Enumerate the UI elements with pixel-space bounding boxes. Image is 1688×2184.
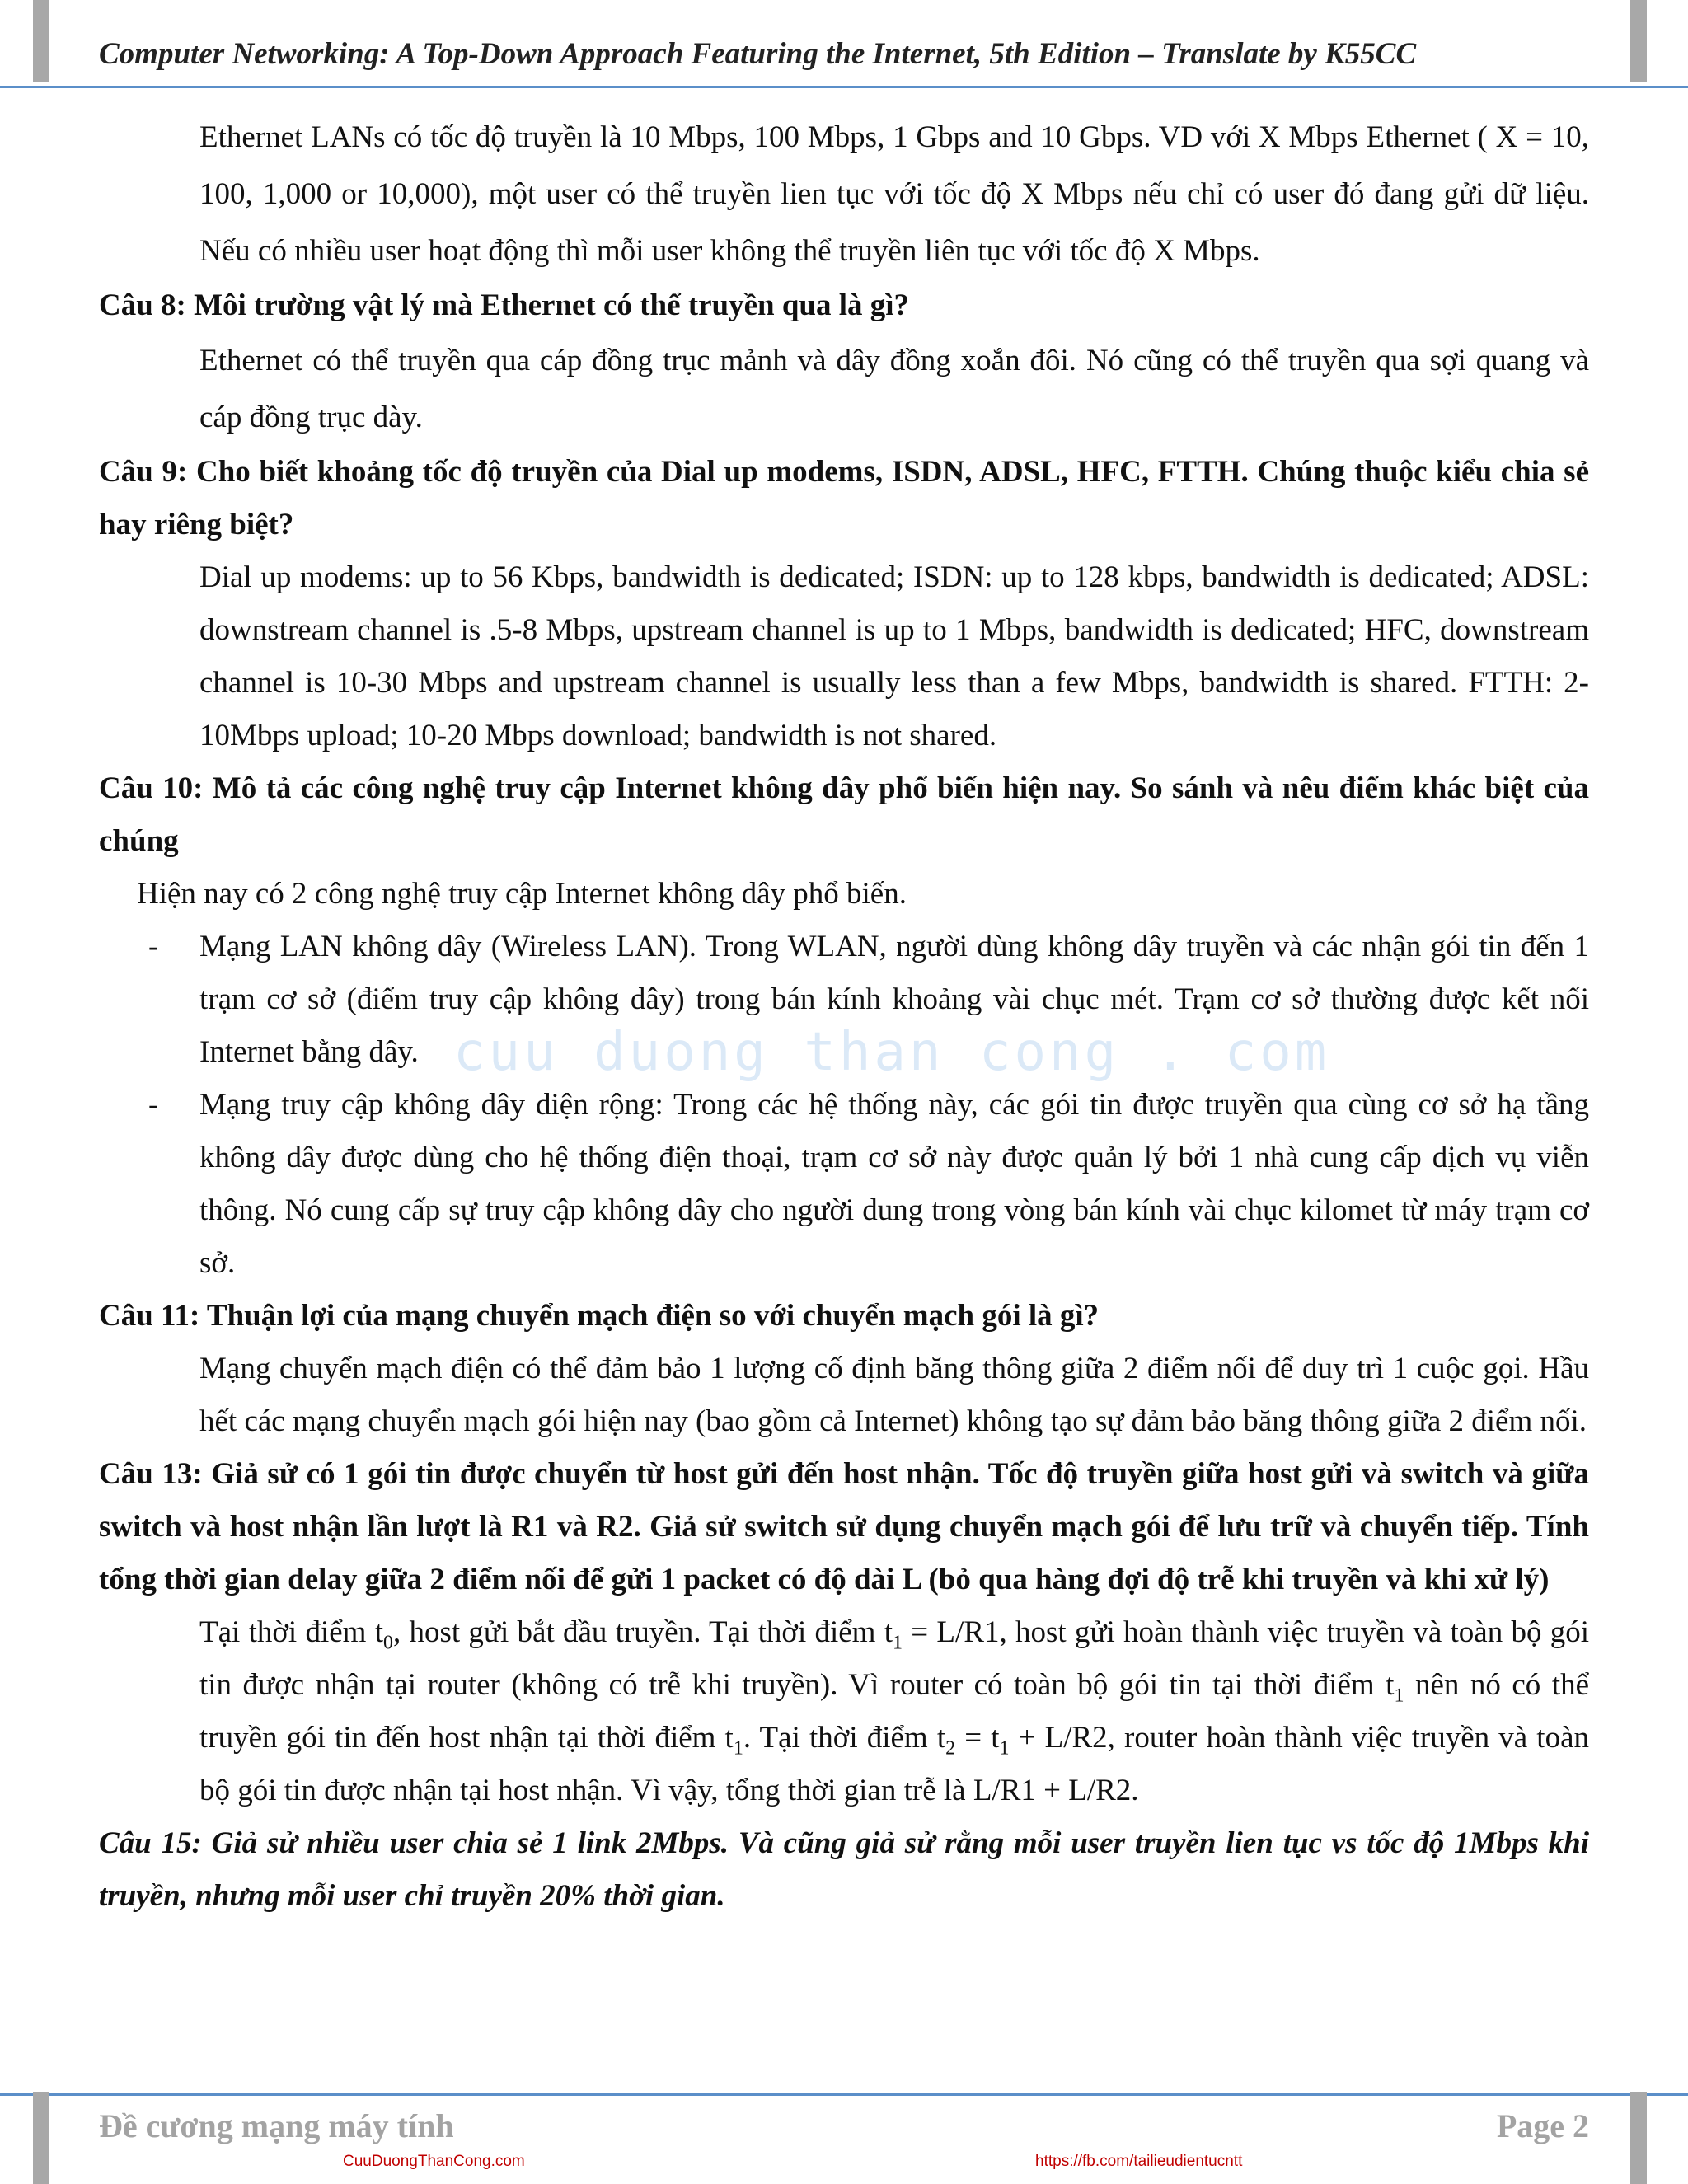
footer-title: Đề cương mạng máy tính (99, 2107, 454, 2144)
footer-left-bar (33, 2092, 49, 2184)
footer-rule (0, 2093, 1688, 2096)
subscript: 1 (893, 1632, 903, 1654)
subscript: 1 (733, 1737, 743, 1760)
header-left-bar (33, 0, 49, 82)
question-9: Câu 9: Cho biết khoảng tốc độ truyền của Dial up modems, ISDN, ADSL, HFC, FTTH. Chúng thuộc kiểu chia sẻ hay riêng biệt? (99, 455, 1589, 541)
answer-13-text: = L/R1, host gửi hoàn thành việc truyền và toàn bộ gói tin được nhận tại router (không có trễ khi truyền). Vì router có toàn bộ gói tin tại thời điểm t (199, 1615, 1589, 1702)
question-10: Câu 10: Mô tả các công nghệ truy cập Internet không dây phổ biến hiện nay. So sánh và nêu điểm khác biệt của chúng (99, 771, 1589, 858)
list-item (99, 921, 1589, 1079)
footer-right-bar (1630, 2092, 1647, 2184)
header-rule (0, 86, 1688, 88)
answer-11: Mạng chuyển mạch điện có thể đảm bảo 1 lượng cố định băng thông giữa 2 điểm nối để duy trì 1 cuộc gọi. Hầu hết các mạng chuyển mạch gói hiện nay (bao gồm cả Internet) không tạo sự đảm bảo băng thông giữa 2 điểm nối. (199, 1352, 1589, 1438)
continued-paragraph: Ethernet LANs có tốc độ truyền là 10 Mbps, 100 Mbps, 1 Gbps and 10 Gbps. VD với X Mbps Ethernet ( X = 10, 100, 1,000 or 10,000), một user có thể truyền lien tục với tốc độ X Mbps nếu chỉ có user đó đang gửi dữ liệu. Nếu có nhiều user hoạt động thì mỗi user không thể truyền liên tục với tốc độ X Mbps. (199, 120, 1589, 268)
header-right-bar (1630, 0, 1647, 82)
answer-10-intro: Hiện nay có 2 công nghệ truy cập Internet không dây phổ biến. (137, 877, 907, 911)
answer-13 (99, 1606, 1589, 1817)
answer-13-text: + L/R2, router hoàn thành việc truyền và toàn bộ gói tin được nhận tại host nhận. Vì vậy, tổng thời gian trễ là L/R1 + L/R2. (199, 1721, 1589, 1807)
question-11: Câu 11: Thuận lợi của mạng chuyển mạch điện so với chuyển mạch gói là gì? (99, 1299, 1100, 1333)
page-header: Computer Networking: A Top-Down Approach Featuring the Internet, 5th Edition – Translate by K55CC (99, 37, 1417, 71)
bullet-dash: - (148, 1088, 159, 1122)
footer-link-facebook[interactable]: https://fb.com/tailieudientucntt (1035, 2153, 1243, 2170)
footer-link-site[interactable]: CuuDuongThanCong.com (343, 2153, 525, 2170)
answer-10-bullet-2: Mạng truy cập không dây diện rộng: Trong các hệ thống này, các gói tin được truyền qua cùng cơ sở hạ tầng không dây được dùng cho hệ thống điện thoại, trạm cơ sở này được quản lý bởi 1 nhà cung cấp dịch vụ viễn thông. Nó cung cấp sự truy cập không dây cho người dung trong vòng bán kính vài chục kilomet từ máy trạm cơ sở. (199, 1088, 1589, 1280)
answer-13-text: , host gửi bắt đầu truyền. Tại thời điểm t (392, 1615, 893, 1649)
subscript: 1 (999, 1737, 1010, 1760)
question-15: Câu 15: Giả sử nhiều user chia sẻ 1 link 2Mbps. Và cũng giả sử rằng mỗi user truyền lien tục vs tốc độ 1Mbps khi truyền, nhưng mỗi user chỉ truyền 20% thời gian. (99, 1826, 1589, 1913)
answer-13-text: = t (955, 1721, 1000, 1755)
answer-9: Dial up modems: up to 56 Kbps, bandwidth is dedicated; ISDN: up to 128 kbps, bandwidth is dedicated; ADSL: downstream channel is .5-8 Mbps, upstream channel is up to 1 Mbps, bandwidth is dedicated; HFC, downstream channel is 10-30 Mbps and upstream channel is usually less than a few Mbps, bandwidth is shared. FTTH: 2-10Mbps upload; 10-20 Mbps download; bandwidth is not shared. (199, 560, 1589, 752)
subscript: 1 (1394, 1685, 1404, 1707)
bullet-dash: - (148, 930, 159, 963)
list-item (99, 1079, 1589, 1290)
answer-8: Ethernet có thể truyền qua cáp đồng trục mảnh và dây đồng xoắn đôi. Nó cũng có thể truyền qua sợi quang và cáp đồng trục dày. (199, 344, 1589, 434)
page-number: Page 2 (1496, 2107, 1589, 2144)
subscript: 0 (382, 1632, 393, 1654)
subscript: 2 (945, 1737, 956, 1760)
answer-13-text: Tại thời điểm t (199, 1615, 383, 1649)
document-body (99, 109, 1589, 1923)
answer-10-bullet-1: Mạng LAN không dây (Wireless LAN). Trong WLAN, người dùng không dây truyền và các nhận gói tin đến 1 trạm cơ sở (điểm truy cập không dây) trong bán kính khoảng vài chục mét. Trạm cơ sở thường được kết nối Internet bằng dây. (199, 930, 1589, 1069)
answer-13-text: nên nó có thể truyền gói tin đến host nhận tại thời điểm t (199, 1668, 1589, 1755)
question-13: Câu 13: Giả sử có 1 gói tin được chuyển từ host gửi đến host nhận. Tốc độ truyền giữa host gửi và switch và giữa switch và host nhận lần lượt là R1 và R2. Giả sử switch sử dụng chuyển mạch gói để lưu trữ và chuyển tiếp. Tính tổng thời gian delay giữa 2 điểm nối để gửi 1 packet có độ dài L (bỏ qua hàng đợi độ trễ khi truyền và khi xử lý) (99, 1457, 1589, 1596)
question-8: Câu 8: Môi trường vật lý mà Ethernet có thể truyền qua là gì? (99, 288, 910, 322)
watermark: cuu duong than cong . com (453, 1022, 1330, 1083)
answer-13-text: . Tại thời điểm t (743, 1721, 946, 1755)
